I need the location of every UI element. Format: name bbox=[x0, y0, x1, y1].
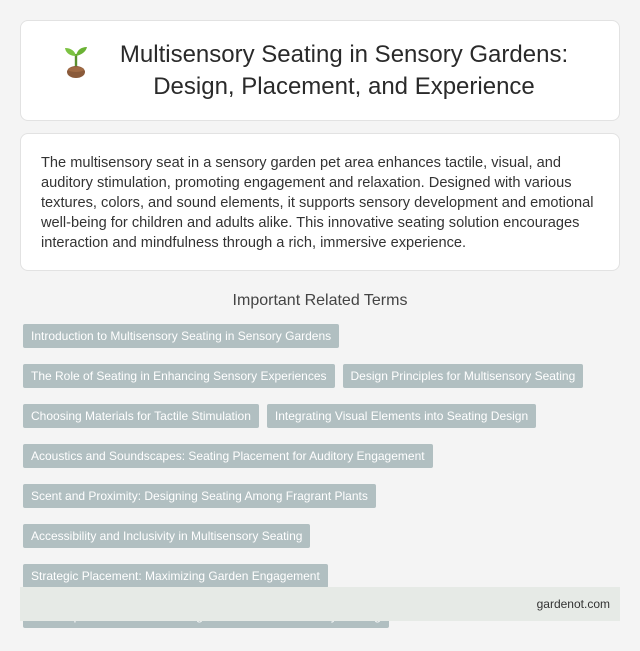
title-wrap bbox=[21, 21, 619, 120]
related-term-tag[interactable]: Design Principles for Multisensory Seating bbox=[343, 364, 584, 388]
related-term-tag[interactable]: Choosing Materials for Tactile Stimulation bbox=[23, 404, 259, 428]
footer-site-link[interactable]: gardenot.com bbox=[536, 597, 610, 611]
related-term-tag[interactable]: The Role of Seating in Enhancing Sensory Experiences bbox=[23, 364, 335, 388]
title-card bbox=[20, 20, 620, 121]
related-term-tag[interactable]: Strategic Placement: Maximizing Garden Engagement bbox=[23, 564, 328, 588]
related-term-tag[interactable]: Introduction to Multisensory Seating in Sensory Gardens bbox=[23, 324, 339, 348]
related-terms-list bbox=[23, 324, 619, 628]
description-text: The multisensory seat in a sensory garden pet area enhances tactile, visual, and auditory stimulation, promoting engagement and relaxation. Designed with various textures, colors, and sound elements, it supports sensory development and emotional well-being for children and adults alike. This innovative seating solution encourages interaction and mindfulness through a rich, immersive experience. bbox=[41, 155, 594, 251]
related-term-tag[interactable]: Integrating Visual Elements into Seating Design bbox=[267, 404, 536, 428]
related-term-tag[interactable]: Acoustics and Soundscapes: Seating Placement for Auditory Engagement bbox=[23, 444, 433, 468]
page-title: Multisensory Seating in Sensory Gardens: Design, Placement, and Experience bbox=[119, 40, 569, 100]
footer bbox=[20, 587, 620, 621]
related-term-tag[interactable]: Accessibility and Inclusivity in Multisensory Seating bbox=[23, 524, 310, 548]
related-terms-heading: Important Related Terms bbox=[232, 292, 408, 309]
seedling-icon bbox=[61, 45, 91, 79]
related-term-tag[interactable]: Scent and Proximity: Designing Seating Among Fragrant Plants bbox=[23, 484, 376, 508]
description-card bbox=[20, 133, 620, 271]
